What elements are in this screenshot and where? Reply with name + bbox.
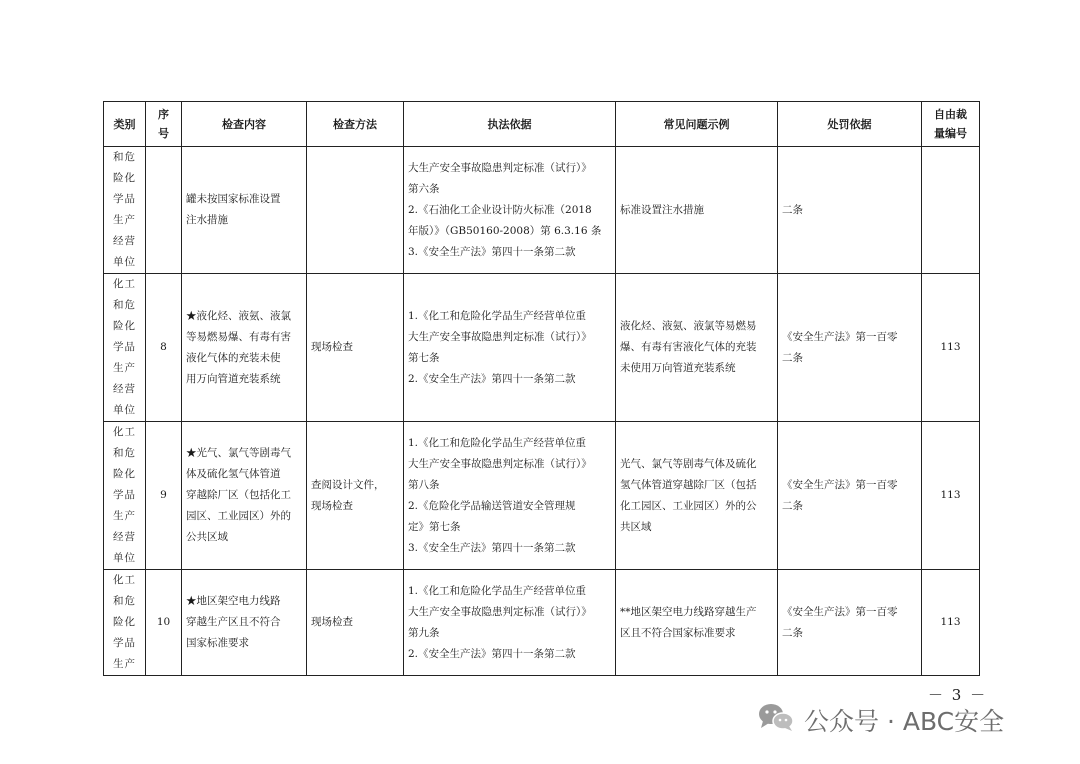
header-index: 序 号 xyxy=(146,102,182,147)
cell-example: 液化烃、液氨、液氯等易燃易 爆、有毒有害液化气体的充装 未使用万向管道充装系统 xyxy=(616,274,778,422)
header-ref: 自由裁 量编号 xyxy=(922,102,980,147)
cell-content: ★地区架空电力线路 穿越生产区且不符合 国家标准要求 xyxy=(182,570,307,676)
cell-method: 现场检查 xyxy=(307,274,404,422)
page-number: － 3 － xyxy=(928,686,988,704)
header-category: 类别 xyxy=(104,102,146,147)
table-row xyxy=(104,274,980,422)
cell-penalty: 《安全生产法》第一百零 二条 xyxy=(778,422,922,570)
cell-content: ★光气、氯气等剧毒气 体及硫化氢气体管道 穿越除厂区（包括化工 园区、工业园区）外的 公共区域 xyxy=(182,422,307,570)
watermark-text: 公众号 · ABC安全 xyxy=(804,707,1005,736)
cell-penalty: 《安全生产法》第一百零 二条 xyxy=(778,570,922,676)
cell-ref: 113 xyxy=(922,274,980,422)
table-header-row xyxy=(104,102,980,147)
cell-category: 和危 险化 学品 生产 经营 单位 xyxy=(104,147,146,274)
cell-ref: 113 xyxy=(922,422,980,570)
cell-ref: 113 xyxy=(922,570,980,676)
cell-category: 化工 和危 险化 学品 生产 经营 单位 xyxy=(104,422,146,570)
cell-content: 罐未按国家标准设置 注水措施 xyxy=(182,147,307,274)
table-row xyxy=(104,570,980,676)
cell-index: 10 xyxy=(146,570,182,676)
cell-penalty: 二条 xyxy=(778,147,922,274)
cell-basis: 大生产安全事故隐患判定标准（试行）》 第六条 2.《石油化工企业设计防火标准（2018 年版）》（GB50160-2008）第 6.3.16 条 3.《安全生产法》第四十一条第二款 xyxy=(404,147,616,274)
cell-ref xyxy=(922,147,980,274)
cell-example: 光气、氯气等剧毒气体及硫化 氢气体管道穿越除厂区（包括 化工园区、工业园区）外的公 共区域 xyxy=(616,422,778,570)
cell-index xyxy=(146,147,182,274)
cell-index: 8 xyxy=(146,274,182,422)
wechat-icon xyxy=(758,702,794,738)
cell-example: **地区架空电力线路穿越生产 区且不符合国家标准要求 xyxy=(616,570,778,676)
header-penalty: 处罚依据 xyxy=(778,102,922,147)
cell-method: 现场检查 xyxy=(307,570,404,676)
cell-category: 化工 和危 险化 学品 生产 经营 单位 xyxy=(104,274,146,422)
inspection-table xyxy=(103,101,980,676)
header-basis: 执法依据 xyxy=(404,102,616,147)
cell-basis: 1.《化工和危险化学品生产经营单位重 大生产安全事故隐患判定标准（试行）》 第九条 2.《安全生产法》第四十一条第二款 xyxy=(404,570,616,676)
header-content: 检查内容 xyxy=(182,102,307,147)
cell-example: 标准设置注水措施 xyxy=(616,147,778,274)
table-row xyxy=(104,422,980,570)
header-method: 检查方法 xyxy=(307,102,404,147)
cell-index: 9 xyxy=(146,422,182,570)
cell-method: 查阅设计文件， 现场检查 xyxy=(307,422,404,570)
cell-penalty: 《安全生产法》第一百零 二条 xyxy=(778,274,922,422)
cell-content: ★液化烃、液氨、液氯 等易燃易爆、有毒有害 液化气体的充装未使 用万向管道充装系统 xyxy=(182,274,307,422)
table-row xyxy=(104,147,980,274)
cell-method xyxy=(307,147,404,274)
watermark xyxy=(758,702,1004,738)
cell-basis: 1.《化工和危险化学品生产经营单位重 大生产安全事故隐患判定标准（试行）》 第八条 2.《危险化学品输送管道安全管理规 定》第七条 3.《安全生产法》第四十一条第二款 xyxy=(404,422,616,570)
header-example: 常见问题示例 xyxy=(616,102,778,147)
cell-basis: 1.《化工和危险化学品生产经营单位重 大生产安全事故隐患判定标准（试行）》 第七条 2.《安全生产法》第四十一条第二款 xyxy=(404,274,616,422)
cell-category: 化工 和危 险化 学品 生产 xyxy=(104,570,146,676)
